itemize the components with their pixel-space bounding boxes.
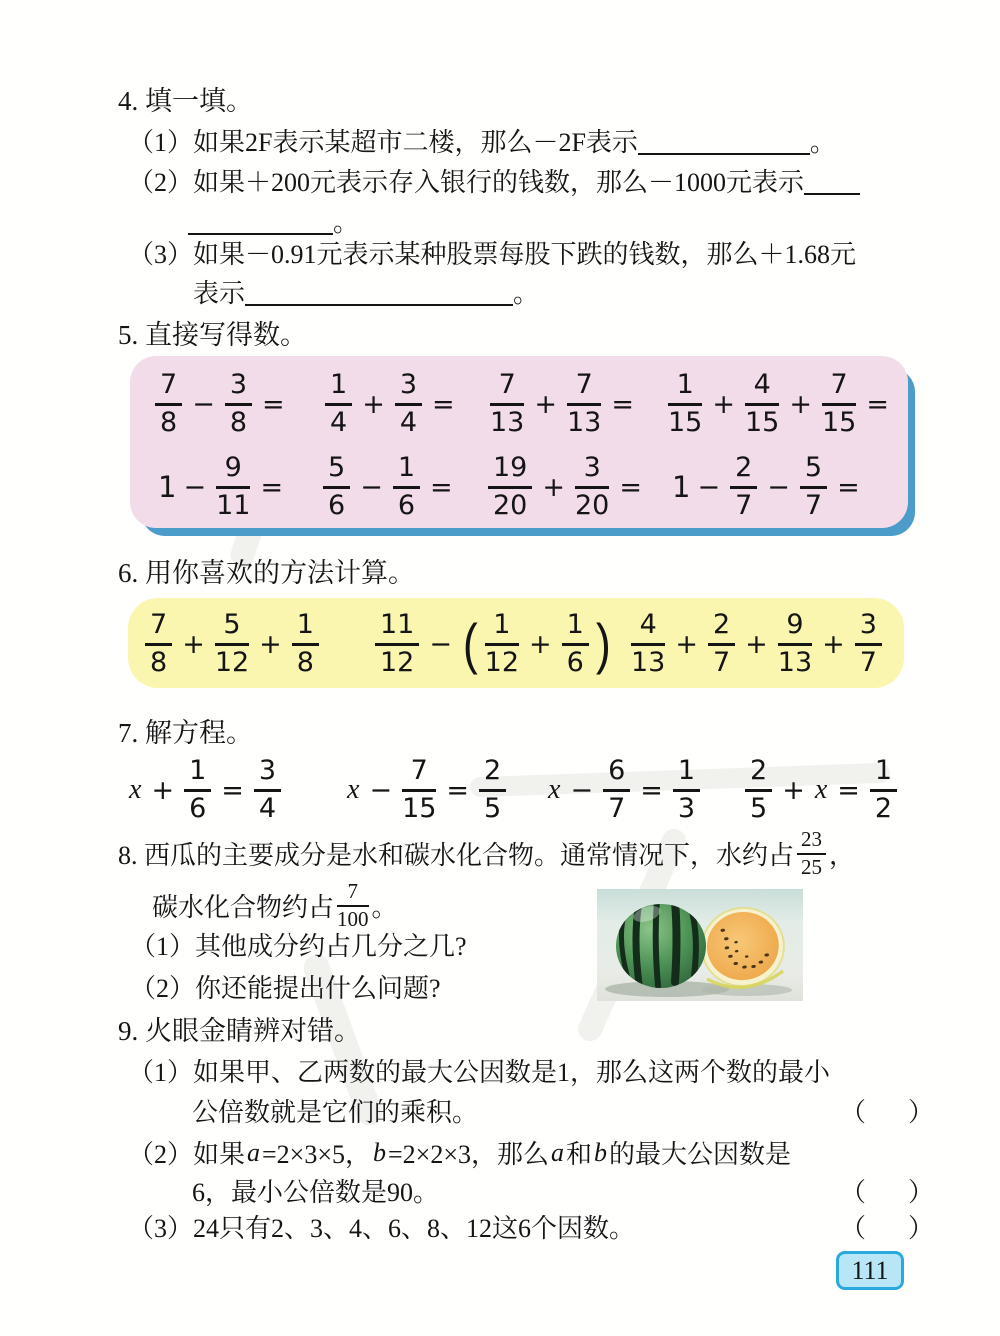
q6-problem: $\frac{11}{12}$ − ( $\frac{1}{12}$ + $\frac{1}{6}$ ) xyxy=(372,610,614,678)
q9-item-2-line2: 6，最小公倍数是90。 xyxy=(192,1178,440,1207)
q4-item-3: （3）如果－0.91元表示某种股票每股下跌的钱数，那么＋1.68元 xyxy=(128,240,857,269)
blank-line xyxy=(804,167,860,195)
blank-line xyxy=(188,207,333,235)
q4-title: 4. 填一填。 xyxy=(118,86,253,116)
blank-line xyxy=(245,278,513,306)
q6-problem: $\frac{4}{13}$ + $\frac{2}{7}$ + $\frac{9}{13}$ + $\frac{3}{7}$ xyxy=(628,610,885,678)
q7-title: 7. 解方程。 xyxy=(118,718,253,748)
q7-equation: x + $\frac{1}{6}$ = $\frac{3}{4}$ xyxy=(126,756,284,824)
q6-title: 6. 用你喜欢的方法计算。 xyxy=(118,558,415,588)
q9-item-2-line1: （2）如果 a =2×3×5， b =2×2×3，那么 a 和 b 的最大公因数是 xyxy=(128,1137,792,1169)
q8-sub-question-2: （2）你还能提出什么问题? xyxy=(130,974,441,1003)
page-number-badge xyxy=(836,1251,904,1290)
q5-title: 5. 直接写得数。 xyxy=(118,320,307,350)
q8-statement-line2: 碳水化合物约占 $\frac{7}{100}$ 。 xyxy=(152,879,398,932)
q5-problem: 1 − $\frac{2}{7}$ − $\frac{5}{7}$ = xyxy=(672,452,860,522)
q9-item-1-answer-parens: （ ） xyxy=(840,1098,943,1127)
blank-line xyxy=(638,127,810,155)
q5-problem: $\frac{1}{15}$ + $\frac{4}{15}$ + $\frac{7}{15}$ = xyxy=(668,369,889,439)
q4-item-2-continuation: 。 xyxy=(188,206,359,240)
q9-item-1-line1: （1）如果甲、乙两数的最大公因数是1，那么这两个数的最小 xyxy=(128,1058,831,1087)
q6-problem: $\frac{7}{8}$ + $\frac{5}{12}$ + $\frac{1}{8}$ xyxy=(142,610,322,678)
q5-problem: $\frac{1}{4}$ + $\frac{3}{4}$ = xyxy=(322,370,462,438)
q9-item-3-line1: （3）24只有2、3、4、6、8、12这6个因数。 xyxy=(128,1214,636,1243)
q5-problem: $\frac{5}{6}$ − $\frac{1}{6}$ = xyxy=(320,453,460,521)
q8-statement-line1: 8. 西瓜的主要成分是水和碳水化合物。通常情况下，水约占 $\frac{23}{25}$ ， xyxy=(118,827,856,880)
q9-item-2-answer-parens: （ ） xyxy=(840,1178,943,1207)
q9-title: 9. 火眼金睛辨对错。 xyxy=(118,1016,361,1046)
watermelon-photo xyxy=(597,889,803,1001)
q4-item-3-continuation: 表示 。 xyxy=(193,279,540,308)
q9-item-3-answer-parens: （ ） xyxy=(840,1214,943,1243)
q5-problem: $\frac{7}{8}$ − $\frac{3}{8}$ = xyxy=(152,370,292,438)
q8-sub-question-1: （1）其他成分约占几分之几? xyxy=(130,932,467,961)
q4-item-1: （1）如果2F表示某超市二楼，那么－2F表示 。 xyxy=(128,128,836,157)
q5-problem: $\frac{19}{20}$ + $\frac{3}{20}$ = xyxy=(485,453,649,521)
q7-equation: x − $\frac{6}{7}$ = $\frac{1}{3}$ xyxy=(545,756,703,824)
q7-equation: $\frac{2}{5}$ + x = $\frac{1}{2}$ xyxy=(742,756,900,824)
q5-problem: $\frac{7}{13}$ + $\frac{7}{13}$ = xyxy=(490,369,634,439)
q9-item-1-line2: 公倍数就是它们的乘积。 xyxy=(192,1098,479,1127)
page-number: 111 xyxy=(851,1255,889,1285)
q5-problem: 1 − $\frac{9}{11}$ = xyxy=(158,452,284,522)
q4-item-2: （2）如果＋200元表示存入银行的钱数，那么－1000元表示 xyxy=(128,166,860,200)
q7-equation: x − $\frac{7}{15}$ = $\frac{2}{5}$ xyxy=(344,756,509,824)
